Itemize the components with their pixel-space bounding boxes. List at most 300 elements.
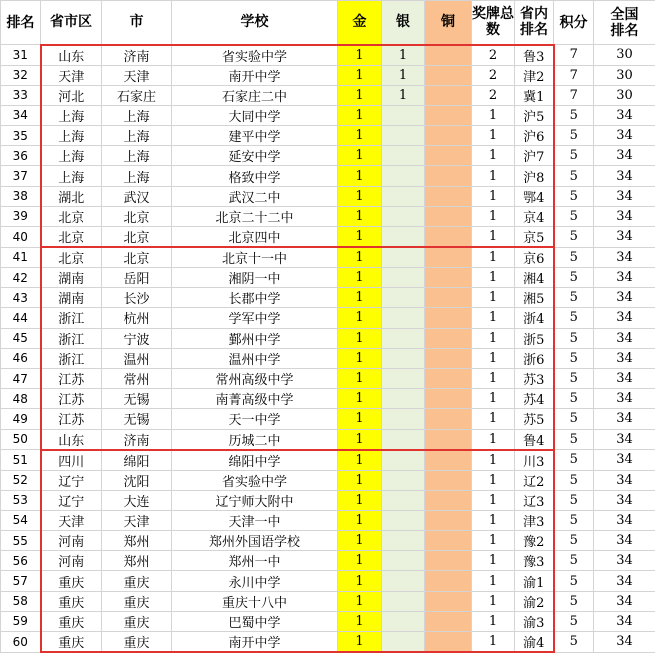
cell-nat-rank[interactable]: 34 — [594, 206, 655, 226]
cell-gold[interactable]: 1 — [338, 166, 382, 186]
cell-province[interactable]: 重庆 — [41, 632, 102, 653]
cell-gold[interactable]: 1 — [338, 126, 382, 146]
cell-gold[interactable]: 1 — [338, 45, 382, 66]
cell-total[interactable]: 1 — [472, 571, 515, 591]
cell-gold[interactable]: 1 — [338, 450, 382, 471]
cell-city[interactable]: 重庆 — [102, 632, 172, 653]
cell-points[interactable]: 5 — [554, 632, 594, 653]
cell-nat-rank[interactable]: 34 — [594, 105, 655, 125]
cell-silver[interactable] — [382, 268, 425, 288]
cell-school[interactable]: 大同中学 — [172, 105, 338, 125]
cell-city[interactable]: 天津 — [102, 510, 172, 530]
cell-city[interactable]: 无锡 — [102, 389, 172, 409]
cell-total[interactable]: 2 — [472, 65, 515, 85]
cell-points[interactable]: 5 — [554, 348, 594, 368]
cell-city[interactable]: 武汉 — [102, 186, 172, 206]
cell-silver[interactable]: 1 — [382, 85, 425, 105]
cell-city[interactable]: 常州 — [102, 368, 172, 388]
cell-gold[interactable]: 1 — [338, 268, 382, 288]
header-province[interactable]: 省市区 — [41, 1, 102, 45]
cell-prov-rank[interactable]: 湘5 — [515, 288, 554, 308]
cell-points[interactable]: 5 — [554, 470, 594, 490]
cell-rank[interactable]: 59 — [1, 611, 41, 631]
cell-gold[interactable]: 1 — [338, 510, 382, 530]
cell-rank[interactable]: 49 — [1, 409, 41, 429]
cell-rank[interactable]: 42 — [1, 268, 41, 288]
cell-province[interactable]: 河南 — [41, 551, 102, 571]
cell-city[interactable]: 济南 — [102, 45, 172, 66]
cell-total[interactable]: 1 — [472, 126, 515, 146]
cell-city[interactable]: 天津 — [102, 65, 172, 85]
cell-province[interactable]: 天津 — [41, 510, 102, 530]
header-total[interactable]: 奖牌总数 — [472, 1, 515, 45]
cell-province[interactable]: 北京 — [41, 206, 102, 226]
cell-province[interactable]: 辽宁 — [41, 490, 102, 510]
cell-points[interactable]: 5 — [554, 429, 594, 450]
cell-total[interactable]: 1 — [472, 409, 515, 429]
cell-bronze[interactable] — [425, 450, 472, 471]
cell-nat-rank[interactable]: 34 — [594, 389, 655, 409]
cell-rank[interactable]: 38 — [1, 186, 41, 206]
cell-points[interactable]: 7 — [554, 85, 594, 105]
cell-total[interactable]: 1 — [472, 328, 515, 348]
cell-gold[interactable]: 1 — [338, 288, 382, 308]
cell-province[interactable]: 湖南 — [41, 268, 102, 288]
cell-points[interactable]: 5 — [554, 368, 594, 388]
cell-silver[interactable] — [382, 470, 425, 490]
cell-total[interactable]: 1 — [472, 308, 515, 328]
cell-prov-rank[interactable]: 沪6 — [515, 126, 554, 146]
cell-school[interactable]: 南开中学 — [172, 65, 338, 85]
cell-bronze[interactable] — [425, 85, 472, 105]
cell-school[interactable]: 鄞州中学 — [172, 328, 338, 348]
cell-bronze[interactable] — [425, 611, 472, 631]
cell-school[interactable]: 长郡中学 — [172, 288, 338, 308]
cell-total[interactable]: 1 — [472, 348, 515, 368]
cell-gold[interactable]: 1 — [338, 490, 382, 510]
cell-province[interactable]: 湖南 — [41, 288, 102, 308]
cell-city[interactable]: 上海 — [102, 166, 172, 186]
cell-rank[interactable]: 44 — [1, 308, 41, 328]
cell-school[interactable]: 石家庄二中 — [172, 85, 338, 105]
cell-silver[interactable] — [382, 186, 425, 206]
cell-school[interactable]: 南开中学 — [172, 632, 338, 653]
cell-rank[interactable]: 40 — [1, 227, 41, 248]
cell-rank[interactable]: 41 — [1, 247, 41, 268]
cell-school[interactable]: 湘阴一中 — [172, 268, 338, 288]
cell-total[interactable]: 1 — [472, 206, 515, 226]
cell-bronze[interactable] — [425, 531, 472, 551]
cell-school[interactable]: 温州中学 — [172, 348, 338, 368]
cell-total[interactable]: 2 — [472, 45, 515, 66]
cell-nat-rank[interactable]: 34 — [594, 571, 655, 591]
header-silver[interactable]: 银 — [382, 1, 425, 45]
cell-bronze[interactable] — [425, 268, 472, 288]
cell-province[interactable]: 浙江 — [41, 348, 102, 368]
cell-prov-rank[interactable]: 京4 — [515, 206, 554, 226]
cell-province[interactable]: 上海 — [41, 166, 102, 186]
cell-prov-rank[interactable]: 津3 — [515, 510, 554, 530]
cell-points[interactable]: 5 — [554, 166, 594, 186]
cell-province[interactable]: 山东 — [41, 45, 102, 66]
header-city[interactable]: 市 — [102, 1, 172, 45]
cell-province[interactable]: 江苏 — [41, 409, 102, 429]
cell-rank[interactable]: 32 — [1, 65, 41, 85]
cell-prov-rank[interactable]: 川3 — [515, 450, 554, 471]
cell-prov-rank[interactable]: 京6 — [515, 247, 554, 268]
cell-silver[interactable] — [382, 348, 425, 368]
cell-nat-rank[interactable]: 34 — [594, 186, 655, 206]
cell-province[interactable]: 北京 — [41, 247, 102, 268]
cell-bronze[interactable] — [425, 571, 472, 591]
cell-bronze[interactable] — [425, 146, 472, 166]
cell-city[interactable]: 无锡 — [102, 409, 172, 429]
cell-silver[interactable] — [382, 126, 425, 146]
cell-bronze[interactable] — [425, 368, 472, 388]
cell-school[interactable]: 学军中学 — [172, 308, 338, 328]
cell-prov-rank[interactable]: 鄂4 — [515, 186, 554, 206]
cell-nat-rank[interactable]: 34 — [594, 268, 655, 288]
cell-province[interactable]: 天津 — [41, 65, 102, 85]
cell-silver[interactable] — [382, 632, 425, 653]
cell-prov-rank[interactable]: 浙5 — [515, 328, 554, 348]
cell-points[interactable]: 5 — [554, 308, 594, 328]
cell-total[interactable]: 1 — [472, 450, 515, 471]
cell-prov-rank[interactable]: 苏5 — [515, 409, 554, 429]
cell-silver[interactable]: 1 — [382, 65, 425, 85]
cell-nat-rank[interactable]: 30 — [594, 45, 655, 66]
cell-points[interactable]: 5 — [554, 571, 594, 591]
cell-city[interactable]: 北京 — [102, 206, 172, 226]
cell-school[interactable]: 郑州一中 — [172, 551, 338, 571]
cell-total[interactable]: 1 — [472, 268, 515, 288]
cell-silver[interactable] — [382, 288, 425, 308]
cell-province[interactable]: 湖北 — [41, 186, 102, 206]
cell-total[interactable]: 1 — [472, 368, 515, 388]
cell-prov-rank[interactable]: 冀1 — [515, 85, 554, 105]
cell-school[interactable]: 北京十一中 — [172, 247, 338, 268]
cell-nat-rank[interactable]: 34 — [594, 470, 655, 490]
cell-rank[interactable]: 31 — [1, 45, 41, 66]
cell-prov-rank[interactable]: 鲁3 — [515, 45, 554, 66]
cell-points[interactable]: 5 — [554, 146, 594, 166]
cell-city[interactable]: 上海 — [102, 105, 172, 125]
cell-gold[interactable]: 1 — [338, 206, 382, 226]
cell-nat-rank[interactable]: 34 — [594, 429, 655, 450]
cell-gold[interactable]: 1 — [338, 308, 382, 328]
cell-nat-rank[interactable]: 34 — [594, 308, 655, 328]
cell-nat-rank[interactable]: 34 — [594, 632, 655, 653]
cell-total[interactable]: 1 — [472, 166, 515, 186]
cell-points[interactable]: 5 — [554, 551, 594, 571]
cell-silver[interactable] — [382, 368, 425, 388]
cell-points[interactable]: 5 — [554, 227, 594, 248]
cell-gold[interactable]: 1 — [338, 328, 382, 348]
cell-city[interactable]: 宁波 — [102, 328, 172, 348]
cell-city[interactable]: 郑州 — [102, 551, 172, 571]
cell-gold[interactable]: 1 — [338, 65, 382, 85]
cell-city[interactable]: 上海 — [102, 126, 172, 146]
cell-total[interactable]: 1 — [472, 510, 515, 530]
cell-silver[interactable] — [382, 551, 425, 571]
cell-gold[interactable]: 1 — [338, 591, 382, 611]
cell-points[interactable]: 5 — [554, 206, 594, 226]
cell-city[interactable]: 重庆 — [102, 591, 172, 611]
cell-silver[interactable] — [382, 308, 425, 328]
cell-silver[interactable] — [382, 247, 425, 268]
cell-nat-rank[interactable]: 34 — [594, 126, 655, 146]
cell-prov-rank[interactable]: 辽2 — [515, 470, 554, 490]
cell-points[interactable]: 5 — [554, 611, 594, 631]
cell-bronze[interactable] — [425, 288, 472, 308]
cell-rank[interactable]: 33 — [1, 85, 41, 105]
cell-city[interactable]: 重庆 — [102, 571, 172, 591]
cell-nat-rank[interactable]: 34 — [594, 146, 655, 166]
cell-bronze[interactable] — [425, 551, 472, 571]
cell-rank[interactable]: 47 — [1, 368, 41, 388]
cell-bronze[interactable] — [425, 65, 472, 85]
header-school[interactable]: 学校 — [172, 1, 338, 45]
cell-rank[interactable]: 34 — [1, 105, 41, 125]
cell-total[interactable]: 1 — [472, 146, 515, 166]
cell-silver[interactable] — [382, 146, 425, 166]
cell-gold[interactable]: 1 — [338, 85, 382, 105]
cell-silver[interactable] — [382, 591, 425, 611]
cell-province[interactable]: 江苏 — [41, 389, 102, 409]
cell-bronze[interactable] — [425, 470, 472, 490]
cell-province[interactable]: 上海 — [41, 105, 102, 125]
cell-nat-rank[interactable]: 34 — [594, 510, 655, 530]
cell-total[interactable]: 1 — [472, 429, 515, 450]
cell-silver[interactable] — [382, 571, 425, 591]
cell-silver[interactable] — [382, 166, 425, 186]
cell-points[interactable]: 5 — [554, 247, 594, 268]
cell-total[interactable]: 1 — [472, 186, 515, 206]
cell-nat-rank[interactable]: 34 — [594, 348, 655, 368]
cell-points[interactable]: 5 — [554, 186, 594, 206]
cell-city[interactable]: 郑州 — [102, 531, 172, 551]
header-prov-rank[interactable]: 省内排名 — [515, 1, 554, 45]
cell-bronze[interactable] — [425, 45, 472, 66]
cell-nat-rank[interactable]: 34 — [594, 328, 655, 348]
cell-points[interactable]: 5 — [554, 490, 594, 510]
cell-silver[interactable] — [382, 409, 425, 429]
cell-gold[interactable]: 1 — [338, 571, 382, 591]
cell-silver[interactable] — [382, 206, 425, 226]
cell-province[interactable]: 上海 — [41, 146, 102, 166]
cell-nat-rank[interactable]: 34 — [594, 288, 655, 308]
cell-prov-rank[interactable]: 渝1 — [515, 571, 554, 591]
cell-city[interactable]: 石家庄 — [102, 85, 172, 105]
cell-school[interactable]: 北京二十二中 — [172, 206, 338, 226]
cell-province[interactable]: 江苏 — [41, 368, 102, 388]
cell-points[interactable]: 5 — [554, 510, 594, 530]
cell-rank[interactable]: 56 — [1, 551, 41, 571]
cell-rank[interactable]: 51 — [1, 450, 41, 471]
cell-rank[interactable]: 58 — [1, 591, 41, 611]
cell-bronze[interactable] — [425, 632, 472, 653]
cell-gold[interactable]: 1 — [338, 531, 382, 551]
cell-silver[interactable] — [382, 429, 425, 450]
cell-bronze[interactable] — [425, 126, 472, 146]
cell-school[interactable]: 永川中学 — [172, 571, 338, 591]
cell-gold[interactable]: 1 — [338, 105, 382, 125]
cell-bronze[interactable] — [425, 510, 472, 530]
cell-rank[interactable]: 60 — [1, 632, 41, 653]
cell-rank[interactable]: 54 — [1, 510, 41, 530]
cell-points[interactable]: 5 — [554, 591, 594, 611]
cell-gold[interactable]: 1 — [338, 247, 382, 268]
cell-nat-rank[interactable]: 34 — [594, 591, 655, 611]
cell-school[interactable]: 绵阳中学 — [172, 450, 338, 471]
cell-school[interactable]: 天津一中 — [172, 510, 338, 530]
cell-points[interactable]: 7 — [554, 65, 594, 85]
cell-nat-rank[interactable]: 34 — [594, 247, 655, 268]
cell-nat-rank[interactable]: 30 — [594, 65, 655, 85]
cell-total[interactable]: 1 — [472, 611, 515, 631]
cell-total[interactable]: 1 — [472, 227, 515, 248]
cell-bronze[interactable] — [425, 591, 472, 611]
cell-nat-rank[interactable]: 34 — [594, 531, 655, 551]
cell-silver[interactable] — [382, 450, 425, 471]
cell-rank[interactable]: 53 — [1, 490, 41, 510]
cell-bronze[interactable] — [425, 247, 472, 268]
cell-province[interactable]: 北京 — [41, 227, 102, 248]
cell-silver[interactable] — [382, 531, 425, 551]
cell-city[interactable]: 北京 — [102, 247, 172, 268]
cell-province[interactable]: 上海 — [41, 126, 102, 146]
cell-total[interactable]: 1 — [472, 490, 515, 510]
cell-bronze[interactable] — [425, 206, 472, 226]
cell-bronze[interactable] — [425, 186, 472, 206]
cell-gold[interactable]: 1 — [338, 632, 382, 653]
header-bronze[interactable]: 铜 — [425, 1, 472, 45]
cell-silver[interactable] — [382, 510, 425, 530]
cell-rank[interactable]: 43 — [1, 288, 41, 308]
cell-gold[interactable]: 1 — [338, 368, 382, 388]
cell-rank[interactable]: 39 — [1, 206, 41, 226]
cell-city[interactable]: 绵阳 — [102, 450, 172, 471]
cell-rank[interactable]: 52 — [1, 470, 41, 490]
cell-silver[interactable] — [382, 227, 425, 248]
cell-gold[interactable]: 1 — [338, 146, 382, 166]
cell-rank[interactable]: 55 — [1, 531, 41, 551]
cell-province[interactable]: 河南 — [41, 531, 102, 551]
cell-gold[interactable]: 1 — [338, 409, 382, 429]
cell-nat-rank[interactable]: 34 — [594, 611, 655, 631]
header-nat-rank[interactable]: 全国排名 — [594, 1, 655, 45]
cell-school[interactable]: 重庆十八中 — [172, 591, 338, 611]
cell-prov-rank[interactable]: 沪7 — [515, 146, 554, 166]
cell-bronze[interactable] — [425, 105, 472, 125]
cell-prov-rank[interactable]: 渝3 — [515, 611, 554, 631]
cell-school[interactable]: 建平中学 — [172, 126, 338, 146]
cell-rank[interactable]: 37 — [1, 166, 41, 186]
cell-province[interactable]: 浙江 — [41, 308, 102, 328]
cell-city[interactable]: 沈阳 — [102, 470, 172, 490]
cell-school[interactable]: 历城二中 — [172, 429, 338, 450]
cell-prov-rank[interactable]: 沪8 — [515, 166, 554, 186]
cell-rank[interactable]: 35 — [1, 126, 41, 146]
cell-bronze[interactable] — [425, 308, 472, 328]
cell-prov-rank[interactable]: 苏3 — [515, 368, 554, 388]
cell-total[interactable]: 1 — [472, 591, 515, 611]
cell-silver[interactable] — [382, 389, 425, 409]
cell-total[interactable]: 1 — [472, 551, 515, 571]
cell-prov-rank[interactable]: 苏4 — [515, 389, 554, 409]
cell-prov-rank[interactable]: 浙4 — [515, 308, 554, 328]
cell-province[interactable]: 辽宁 — [41, 470, 102, 490]
cell-city[interactable]: 长沙 — [102, 288, 172, 308]
header-points[interactable]: 积分 — [554, 1, 594, 45]
cell-city[interactable]: 重庆 — [102, 611, 172, 631]
cell-prov-rank[interactable]: 津2 — [515, 65, 554, 85]
cell-prov-rank[interactable]: 浙6 — [515, 348, 554, 368]
cell-silver[interactable] — [382, 490, 425, 510]
cell-gold[interactable]: 1 — [338, 348, 382, 368]
cell-nat-rank[interactable]: 34 — [594, 227, 655, 248]
cell-silver[interactable] — [382, 328, 425, 348]
cell-school[interactable]: 武汉二中 — [172, 186, 338, 206]
cell-prov-rank[interactable]: 豫2 — [515, 531, 554, 551]
cell-school[interactable]: 省实验中学 — [172, 470, 338, 490]
cell-nat-rank[interactable]: 34 — [594, 368, 655, 388]
cell-school[interactable]: 格致中学 — [172, 166, 338, 186]
cell-gold[interactable]: 1 — [338, 186, 382, 206]
cell-gold[interactable]: 1 — [338, 470, 382, 490]
cell-gold[interactable]: 1 — [338, 227, 382, 248]
cell-rank[interactable]: 57 — [1, 571, 41, 591]
cell-city[interactable]: 大连 — [102, 490, 172, 510]
cell-school[interactable]: 天一中学 — [172, 409, 338, 429]
cell-prov-rank[interactable]: 京5 — [515, 227, 554, 248]
header-rank[interactable]: 排名 — [1, 1, 41, 45]
cell-prov-rank[interactable]: 辽3 — [515, 490, 554, 510]
cell-rank[interactable]: 46 — [1, 348, 41, 368]
cell-nat-rank[interactable]: 34 — [594, 490, 655, 510]
cell-points[interactable]: 5 — [554, 389, 594, 409]
cell-school[interactable]: 辽宁师大附中 — [172, 490, 338, 510]
cell-total[interactable]: 2 — [472, 85, 515, 105]
cell-total[interactable]: 1 — [472, 389, 515, 409]
cell-points[interactable]: 5 — [554, 268, 594, 288]
cell-gold[interactable]: 1 — [338, 389, 382, 409]
header-gold[interactable]: 金 — [338, 1, 382, 45]
cell-points[interactable]: 5 — [554, 450, 594, 471]
cell-total[interactable]: 1 — [472, 632, 515, 653]
cell-province[interactable]: 重庆 — [41, 611, 102, 631]
cell-bronze[interactable] — [425, 389, 472, 409]
cell-city[interactable]: 北京 — [102, 227, 172, 248]
cell-bronze[interactable] — [425, 429, 472, 450]
cell-city[interactable]: 济南 — [102, 429, 172, 450]
cell-silver[interactable] — [382, 105, 425, 125]
cell-total[interactable]: 1 — [472, 247, 515, 268]
cell-city[interactable]: 上海 — [102, 146, 172, 166]
cell-rank[interactable]: 45 — [1, 328, 41, 348]
cell-rank[interactable]: 48 — [1, 389, 41, 409]
cell-rank[interactable]: 36 — [1, 146, 41, 166]
cell-school[interactable]: 常州高级中学 — [172, 368, 338, 388]
cell-gold[interactable]: 1 — [338, 611, 382, 631]
cell-gold[interactable]: 1 — [338, 551, 382, 571]
cell-points[interactable]: 5 — [554, 288, 594, 308]
cell-total[interactable]: 1 — [472, 288, 515, 308]
cell-prov-rank[interactable]: 沪5 — [515, 105, 554, 125]
cell-province[interactable]: 浙江 — [41, 328, 102, 348]
cell-bronze[interactable] — [425, 328, 472, 348]
cell-silver[interactable] — [382, 611, 425, 631]
